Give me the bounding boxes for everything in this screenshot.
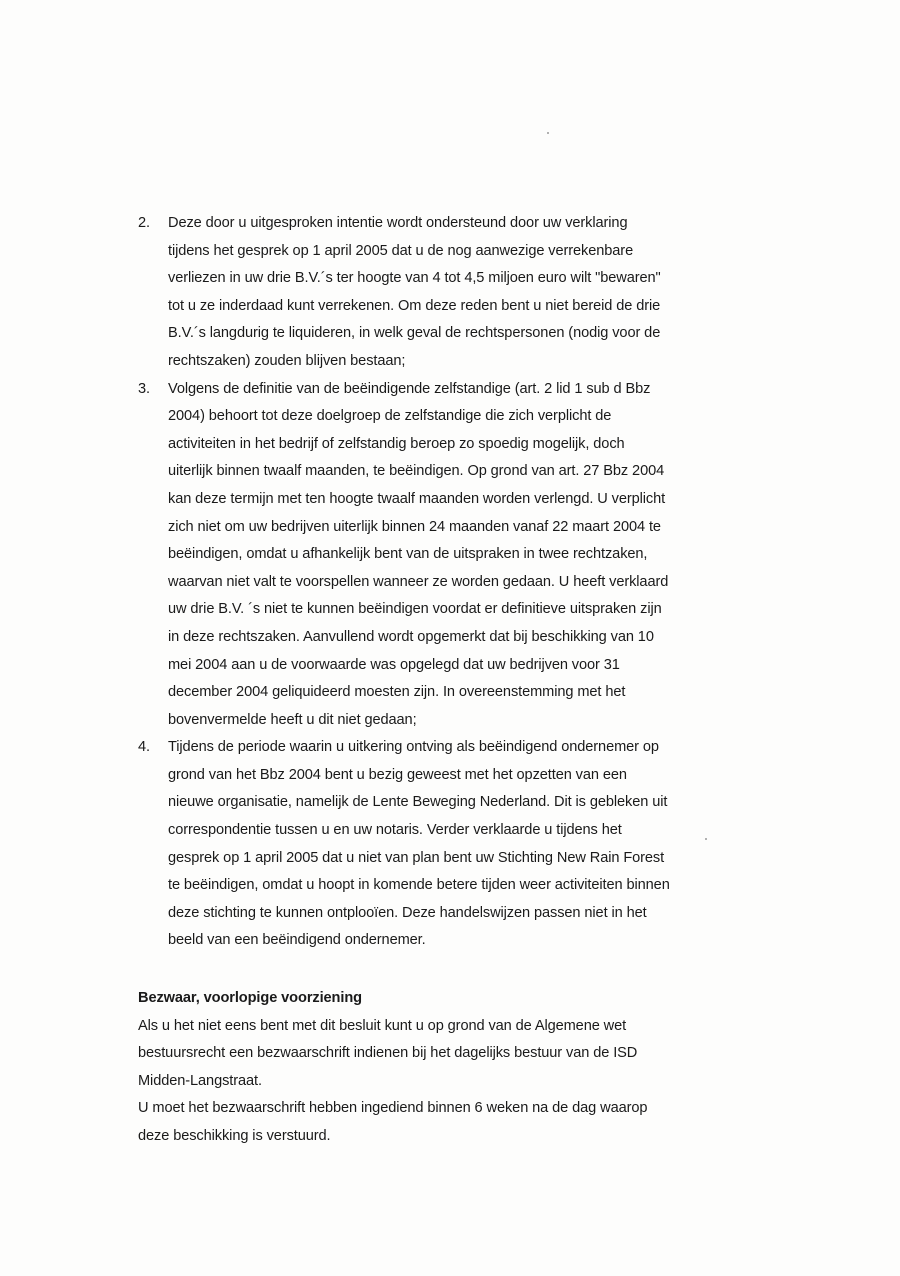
text-line: Midden-Langstraat. bbox=[138, 1072, 262, 1089]
text-line: mei 2004 aan u de voorwaarde was opgelegd dat uw bedrijven voor 31 bbox=[168, 656, 620, 673]
list-number: 2. bbox=[138, 215, 150, 231]
text-line: rechtszaken) zouden blijven bestaan; bbox=[168, 352, 406, 369]
text-line: waarvan niet valt te voorspellen wanneer ze worden gedaan. U heeft verklaard bbox=[168, 573, 669, 590]
list-number: 3. bbox=[138, 380, 150, 397]
text-line: in deze rechtszaken. Aanvullend wordt opgemerkt dat bij beschikking van 10 bbox=[168, 628, 654, 645]
list-number: 4. bbox=[138, 739, 150, 756]
text-line: activiteiten in het bedrijf of zelfstandig beroep zo spoedig mogelijk, doch bbox=[168, 435, 625, 452]
text-line: uw drie B.V. ´s niet te kunnen beëindigen voordat er definitieve uitspraken zijn bbox=[168, 601, 662, 618]
text-line: gesprek op 1 april 2005 dat u niet van plan bent uw Stichting New Rain Forest bbox=[168, 849, 665, 866]
text-line: verliezen in uw drie B.V.´s ter hoogte van 4 tot 4,5 miljoen euro wilt "bewaren" bbox=[168, 270, 661, 287]
list-item-4 bbox=[138, 734, 738, 955]
text-line: nieuwe organisatie, namelijk de Lente Beweging Nederland. Dit is gebleken uit bbox=[168, 794, 668, 811]
text-line: deze beschikking is verstuurd. bbox=[138, 1127, 331, 1144]
text-line: tot u ze inderdaad kunt verrekenen. Om deze reden bent u niet bereid de drie bbox=[168, 297, 661, 314]
text-line: december 2004 geliquideerd moesten zijn. In overeenstemming met het bbox=[168, 684, 626, 701]
list-item-3 bbox=[138, 376, 738, 735]
text-line: bestuursrecht een bezwaarschrift indienen bij het dagelijks bestuur van de ISD bbox=[138, 1045, 638, 1062]
section-heading: Bezwaar, voorlopige voorziening bbox=[138, 990, 362, 1006]
text-line: kan deze termijn met ten hoogte twaalf maanden worden verlengd. U verplicht bbox=[168, 490, 666, 507]
text-line: zich niet om uw bedrijven uiterlijk binnen 24 maanden vanaf 22 maart 2004 te bbox=[168, 518, 661, 535]
text-line: Deze door u uitgesproken intentie wordt ondersteund door uw verklaring bbox=[168, 215, 628, 231]
text-line: deze stichting te kunnen ontplooïen. Deze handelswijzen passen niet in het bbox=[168, 904, 647, 921]
text-line: correspondentie tussen u en uw notaris. Verder verklaarde u tijdens het bbox=[168, 822, 622, 839]
text-line: grond van het Bbz 2004 bent u bezig geweest met het opzetten van een bbox=[168, 766, 627, 783]
text-line: Volgens de definitie van de beëindigende zelfstandige (art. 2 lid 1 sub d Bbz bbox=[168, 380, 651, 397]
text-line: te beëindigen, omdat u hoopt in komende betere tijden weer activiteiten binnen bbox=[168, 877, 670, 894]
text-line: beëindigen, omdat u afhankelijk bent van de uitspraken in twee rechtzaken, bbox=[168, 546, 648, 563]
objection-paragraph bbox=[138, 1013, 758, 1096]
deadline-paragraph bbox=[138, 1095, 758, 1150]
text-line: 2004) behoort tot deze doelgroep de zelfstandige die zich verplicht de bbox=[168, 408, 612, 425]
reasons-list bbox=[138, 210, 738, 955]
text-line: bovenvermelde heeft u dit niet gedaan; bbox=[168, 711, 417, 728]
objection-section bbox=[138, 985, 758, 1151]
text-line: uiterlijk binnen twaalf maanden, te beëindigen. Op grond van art. 27 Bbz 2004 bbox=[168, 463, 665, 480]
text-line: tijdens het gesprek op 1 april 2005 dat u de nog aanwezige verrekenbare bbox=[168, 242, 634, 259]
text-line: beeld van een beëindigend ondernemer. bbox=[168, 932, 426, 949]
text-line: U moet het bezwaarschrift hebben ingediend binnen 6 weken na de dag waarop bbox=[138, 1100, 648, 1117]
text-line: Tijdens de periode waarin u uitkering ontving als beëindigend ondernemer op bbox=[168, 739, 659, 756]
scan-speck bbox=[547, 132, 549, 134]
text-line: Als u het niet eens bent met dit besluit kunt u op grond van de Algemene wet bbox=[138, 1017, 627, 1034]
text-line: B.V.´s langdurig te liquideren, in welk geval de rechtspersonen (nodig voor de bbox=[168, 325, 661, 342]
list-item-2 bbox=[138, 210, 738, 376]
